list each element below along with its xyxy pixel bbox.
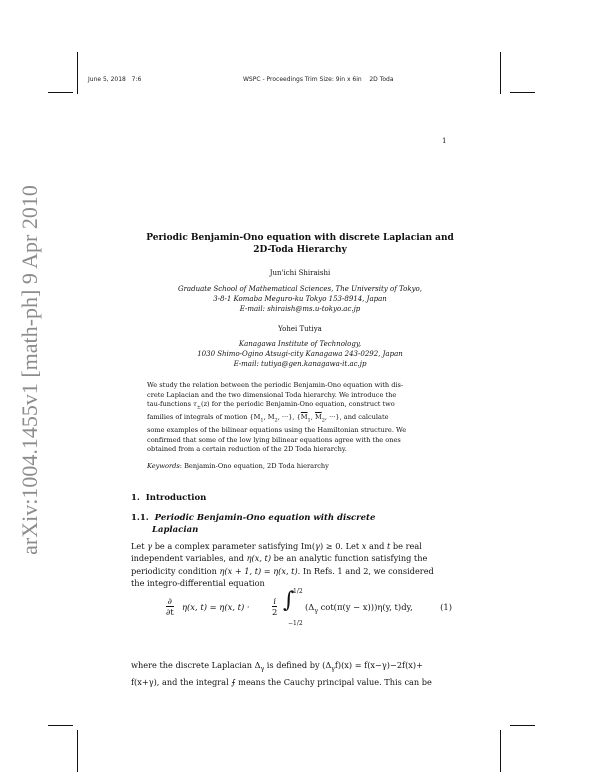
abstract-line: tau-functions $\tau_\pm(z)$ for the periodic Benjamin-Ono equation, construct two bbox=[147, 400, 395, 411]
paper-title bbox=[130, 232, 470, 256]
abstract-line: obtained from a certain reduction of the 2D Toda hierarchy. bbox=[147, 445, 347, 454]
header-time: 7:6 bbox=[131, 76, 142, 83]
author-1-address: 3-8-1 Komaba Meguro-ku Tokyo 153-8914, Japan bbox=[213, 295, 387, 303]
text-line: f(x+γ), and the integral ⨍ means the Cauchy principal value. This can be bbox=[131, 677, 432, 688]
partial-derivative: ∂ ∂t bbox=[166, 596, 174, 617]
section-heading: 1. Introduction bbox=[131, 493, 207, 503]
text-line: Let γ be a complex parameter satisfying Im(γ) ≥ 0. Let x and t be real bbox=[131, 541, 422, 551]
abstract-line: We study the relation between the periodic Benjamin-Ono equation with dis- bbox=[147, 381, 404, 389]
paragraph-2 bbox=[131, 659, 450, 688]
author-1-email: E-mail: shiraish@ms.u-tokyo.ac.jp bbox=[239, 305, 361, 313]
author-1-name: Jun'ichi Shiraishi bbox=[269, 269, 331, 277]
crop-mark-top-left-h bbox=[48, 92, 73, 93]
crop-mark-bottom-right-v bbox=[500, 730, 501, 772]
header-date: June 5, 2018 7:6 bbox=[88, 76, 142, 83]
crop-mark-top-right-h bbox=[510, 92, 535, 93]
page-number: 1 bbox=[442, 137, 447, 145]
crop-mark-bottom-left-h bbox=[48, 725, 73, 726]
abstract-line: confirmed that some of the low lying bilinear equations agree with the ones bbox=[147, 435, 401, 444]
equation-lhs: η(x, t) = η(x, t) · bbox=[182, 602, 250, 612]
author-2-name: Yohei Tutiya bbox=[278, 325, 322, 333]
author-2-email: E-mail: tutiya@gen.kanagawa-it.ac.jp bbox=[233, 360, 367, 368]
abstract-line: some examples of the bilinear equations using the Hamiltonian structure. We bbox=[147, 426, 407, 434]
integral-upper-limit: 1/2 bbox=[293, 588, 303, 595]
header-running-short: 2D Toda bbox=[369, 76, 394, 83]
text-line: where the discrete Laplacian $\Delta_\gamma$ is defined by $(\Delta_\gamma f)(x) = f(x-\gamma)-2f(x)+$ bbox=[131, 660, 423, 673]
equation-number: (1) bbox=[440, 602, 452, 612]
author-2-affiliation: Kanagawa Institute of Technology, bbox=[238, 340, 362, 348]
arxiv-stamp: arXiv:1004.1455v1 [math-ph] 9 Apr 2010 bbox=[17, 185, 42, 555]
abstract-line: families of integrals of motion {$M_1$, $M_2$, ···}, {$\overline{M}_1$, $\overline{M}_2$, ···}, and calculate bbox=[147, 413, 389, 424]
paragraph-1 bbox=[131, 540, 450, 590]
integral-lower-limit: −1/2 bbox=[288, 620, 303, 627]
crop-mark-bottom-left-v bbox=[77, 730, 78, 772]
title-line-1: Periodic Benjamin-Ono equation with discrete Laplacian and bbox=[146, 233, 454, 243]
abstract bbox=[147, 381, 452, 455]
subsection-heading: 1.1. Periodic Benjamin-Ono equation with discrete Laplacian bbox=[131, 513, 376, 535]
abstract-line: crete Laplacian and the two dimensional Toda hierarchy. We introduce the bbox=[147, 390, 397, 399]
crop-mark-top-right-v bbox=[500, 52, 501, 94]
crop-mark-top-left-v bbox=[77, 52, 78, 94]
principal-value-integral-icon: ⨍ bbox=[231, 677, 236, 688]
keywords bbox=[147, 462, 329, 470]
fraction-i-over-2: i 2 bbox=[272, 596, 278, 617]
author-1-affiliation: Graduate School of Mathematical Sciences, The University of Tokyo, bbox=[177, 285, 422, 293]
keywords-text: : Benjamin-Ono equation, 2D Toda hierarchy bbox=[179, 462, 329, 470]
keywords-label: Keywords bbox=[147, 462, 180, 470]
integral-sign: ∫ bbox=[283, 588, 295, 613]
crop-mark-bottom-right-h bbox=[510, 725, 535, 726]
title-line-2: 2D-Toda Hierarchy bbox=[253, 245, 347, 255]
text-line: independent variables, and η(x, t) be an analytic function satisfying the bbox=[131, 553, 428, 564]
text-line: the integro-differential equation bbox=[131, 578, 265, 589]
integrand: ($\Delta_\gamma$ cot(π(y − x)))η(y, t)dy, bbox=[305, 602, 413, 615]
author-2-address: 1030 Shimo-Ogino Atsugi-city Kanagawa 243-0292, Japan bbox=[197, 350, 403, 358]
equation-1 bbox=[130, 588, 452, 636]
text-line: periodicity condition η(x + 1, t) = η(x, t). In Refs. 1 and 2, we considered bbox=[131, 565, 434, 576]
header-running-title: WSPC - Proceedings Trim Size: 9in x 6in 2D Toda bbox=[243, 76, 394, 83]
